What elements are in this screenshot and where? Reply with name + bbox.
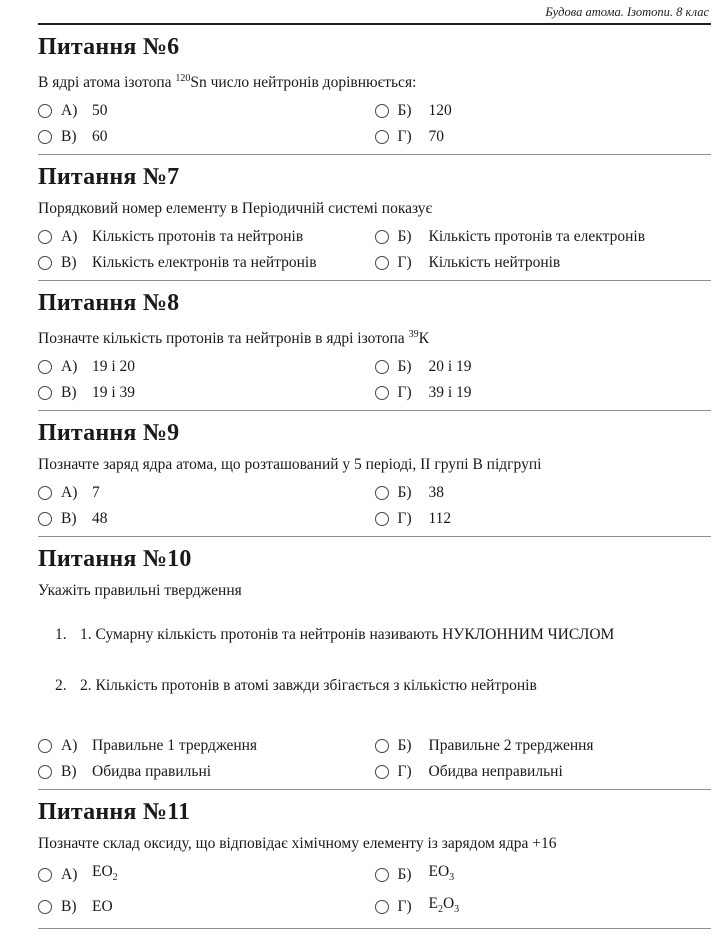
- option-letter: В): [61, 510, 77, 528]
- question-section-9: [38, 411, 711, 537]
- options-grid: [38, 737, 711, 781]
- option-q10-b[interactable]: [375, 737, 712, 755]
- statement-marker: 1.: [55, 626, 67, 644]
- options-grid: [38, 228, 711, 272]
- question-prompt: Позначте кількість протонів та нейтронів в ядрі ізотопа $^{39}$К: [38, 329, 429, 348]
- option-letter: Б): [397, 102, 412, 120]
- question-section-10: [38, 537, 711, 790]
- option-letter: Б): [397, 737, 412, 755]
- option-letter: Г): [397, 384, 412, 402]
- option-letter: Г): [397, 763, 412, 781]
- radio-icon[interactable]: [38, 486, 52, 500]
- option-q11-a[interactable]: [38, 863, 375, 887]
- option-letter: А): [61, 228, 78, 246]
- option-text: 19 і 20: [92, 358, 136, 376]
- question-prompt: Порядковий номер елементу в Періодичній системі показує: [38, 200, 433, 218]
- option-q9-g[interactable]: [375, 510, 712, 528]
- statement-item: [55, 677, 711, 695]
- option-text: EO: [92, 898, 113, 916]
- option-q10-v[interactable]: [38, 763, 375, 781]
- option-text: 20 і 19: [428, 358, 472, 376]
- option-text: Кількість нейтронів: [428, 254, 561, 272]
- statement-item: [55, 626, 711, 644]
- option-text: $EO_2$: [92, 863, 118, 884]
- option-text: 112: [428, 510, 452, 528]
- option-letter: Б): [397, 866, 412, 884]
- question-prompt: В ядрі атома ізотопа $^{120}$Sn число нейтронів дорівнюється:: [38, 73, 417, 92]
- radio-icon[interactable]: [38, 104, 52, 118]
- option-letter: А): [61, 737, 78, 755]
- question-section-6: [38, 25, 711, 155]
- option-q8-g[interactable]: [375, 384, 712, 402]
- option-text: 7: [92, 484, 100, 502]
- options-grid: [38, 484, 711, 528]
- radio-icon[interactable]: [375, 486, 389, 500]
- radio-icon[interactable]: [38, 868, 52, 882]
- radio-icon[interactable]: [375, 104, 389, 118]
- option-q6-a[interactable]: [38, 102, 375, 120]
- radio-icon[interactable]: [38, 360, 52, 374]
- option-letter: В): [61, 384, 77, 402]
- radio-icon[interactable]: [38, 512, 52, 526]
- option-letter: В): [61, 254, 77, 272]
- option-letter: Г): [397, 510, 412, 528]
- option-text: Правильне 2 трердження: [428, 737, 594, 755]
- radio-icon[interactable]: [38, 230, 52, 244]
- option-letter: Г): [397, 898, 412, 916]
- option-letter: А): [61, 102, 78, 120]
- option-q10-a[interactable]: [38, 737, 375, 755]
- option-text: 48: [92, 510, 108, 528]
- option-letter: Г): [397, 128, 412, 146]
- option-text: Кількість електронів та нейтронів: [92, 254, 317, 272]
- statements-list: [55, 626, 711, 695]
- statement-marker: 2.: [55, 677, 67, 695]
- question-heading: Питання №7: [38, 164, 180, 191]
- option-letter: Г): [397, 254, 412, 272]
- option-text: Обидва неправильні: [428, 763, 563, 781]
- page-header: [38, 0, 711, 25]
- option-text: $E_2O_3$: [428, 895, 460, 916]
- radio-icon[interactable]: [375, 386, 389, 400]
- option-letter: Б): [397, 228, 412, 246]
- option-q7-a[interactable]: [38, 228, 375, 246]
- option-q9-b[interactable]: [375, 484, 712, 502]
- option-text: 60: [92, 128, 108, 146]
- option-text: Кількість протонів та електронів: [428, 228, 646, 246]
- radio-icon[interactable]: [38, 256, 52, 270]
- question-heading: Питання №11: [38, 799, 191, 826]
- option-q6-v[interactable]: [38, 128, 375, 146]
- option-q6-g[interactable]: [375, 128, 712, 146]
- option-text: 120: [428, 102, 452, 120]
- radio-icon[interactable]: [375, 130, 389, 144]
- radio-icon[interactable]: [375, 765, 389, 779]
- option-q11-b[interactable]: [375, 863, 712, 887]
- option-text: Правильне 1 трердження: [92, 737, 258, 755]
- option-q11-v[interactable]: [38, 895, 375, 919]
- option-letter: А): [61, 484, 78, 502]
- radio-icon[interactable]: [375, 512, 389, 526]
- option-text: 70: [428, 128, 444, 146]
- option-text: Кількість протонів та нейтронів: [92, 228, 304, 246]
- option-text: 39 і 19: [428, 384, 472, 402]
- radio-icon[interactable]: [375, 230, 389, 244]
- option-letter: Б): [397, 484, 412, 502]
- option-text: $EO_3$: [428, 863, 455, 884]
- question-section-8: [38, 281, 711, 411]
- question-heading: Питання №9: [38, 420, 180, 447]
- option-q7-g[interactable]: [375, 254, 712, 272]
- option-q9-a[interactable]: [38, 484, 375, 502]
- radio-icon[interactable]: [375, 360, 389, 374]
- option-q8-a[interactable]: [38, 358, 375, 376]
- page-header-title: Будова атома. Ізотопи. 8 клас: [545, 5, 709, 19]
- radio-icon[interactable]: [38, 765, 52, 779]
- radio-icon[interactable]: [375, 868, 389, 882]
- options-grid: [38, 863, 711, 919]
- option-q7-b[interactable]: [375, 228, 712, 246]
- radio-icon[interactable]: [375, 739, 389, 753]
- options-grid: [38, 102, 711, 146]
- option-text: 50: [92, 102, 108, 120]
- question-prompt: Позначте склад оксиду, що відповідає хімічному елементу із зарядом ядра +16: [38, 835, 557, 853]
- question-heading: Питання №10: [38, 546, 192, 573]
- radio-icon[interactable]: [38, 739, 52, 753]
- option-letter: А): [61, 866, 78, 884]
- question-prompt: Укажіть правильні твердження: [38, 582, 242, 600]
- radio-icon[interactable]: [38, 386, 52, 400]
- question-section-11: [38, 790, 711, 928]
- option-text: Обидва правильні: [92, 763, 212, 781]
- option-q10-g[interactable]: [375, 763, 712, 781]
- option-letter: В): [61, 898, 77, 916]
- option-q7-v[interactable]: [38, 254, 375, 272]
- option-letter: А): [61, 358, 78, 376]
- option-q8-v[interactable]: [38, 384, 375, 402]
- question-heading: Питання №6: [38, 34, 180, 60]
- options-grid: [38, 358, 711, 402]
- radio-icon[interactable]: [375, 900, 389, 914]
- option-text: 19 і 39: [92, 384, 136, 402]
- option-letter: Б): [397, 358, 412, 376]
- question-section-7: [38, 155, 711, 281]
- radio-icon[interactable]: [38, 900, 52, 914]
- statement-text: 1. Сумарну кількість протонів та нейтронів називають НУКЛОННИМ ЧИСЛОМ: [80, 626, 615, 644]
- question-heading: Питання №8: [38, 290, 180, 317]
- statement-text: 2. Кількість протонів в атомі завжди збігається з кількістю нейтронів: [80, 677, 537, 695]
- option-q11-g[interactable]: [375, 895, 712, 919]
- radio-icon[interactable]: [38, 130, 52, 144]
- option-q6-b[interactable]: [375, 102, 712, 120]
- option-text: 38: [428, 484, 444, 502]
- option-q8-b[interactable]: [375, 358, 712, 376]
- option-q9-v[interactable]: [38, 510, 375, 528]
- question-prompt: Позначте заряд ядра атома, що розташований у 5 періоді, II групі В підгрупі: [38, 456, 542, 474]
- option-letter: В): [61, 763, 77, 781]
- radio-icon[interactable]: [375, 256, 389, 270]
- option-letter: В): [61, 128, 77, 146]
